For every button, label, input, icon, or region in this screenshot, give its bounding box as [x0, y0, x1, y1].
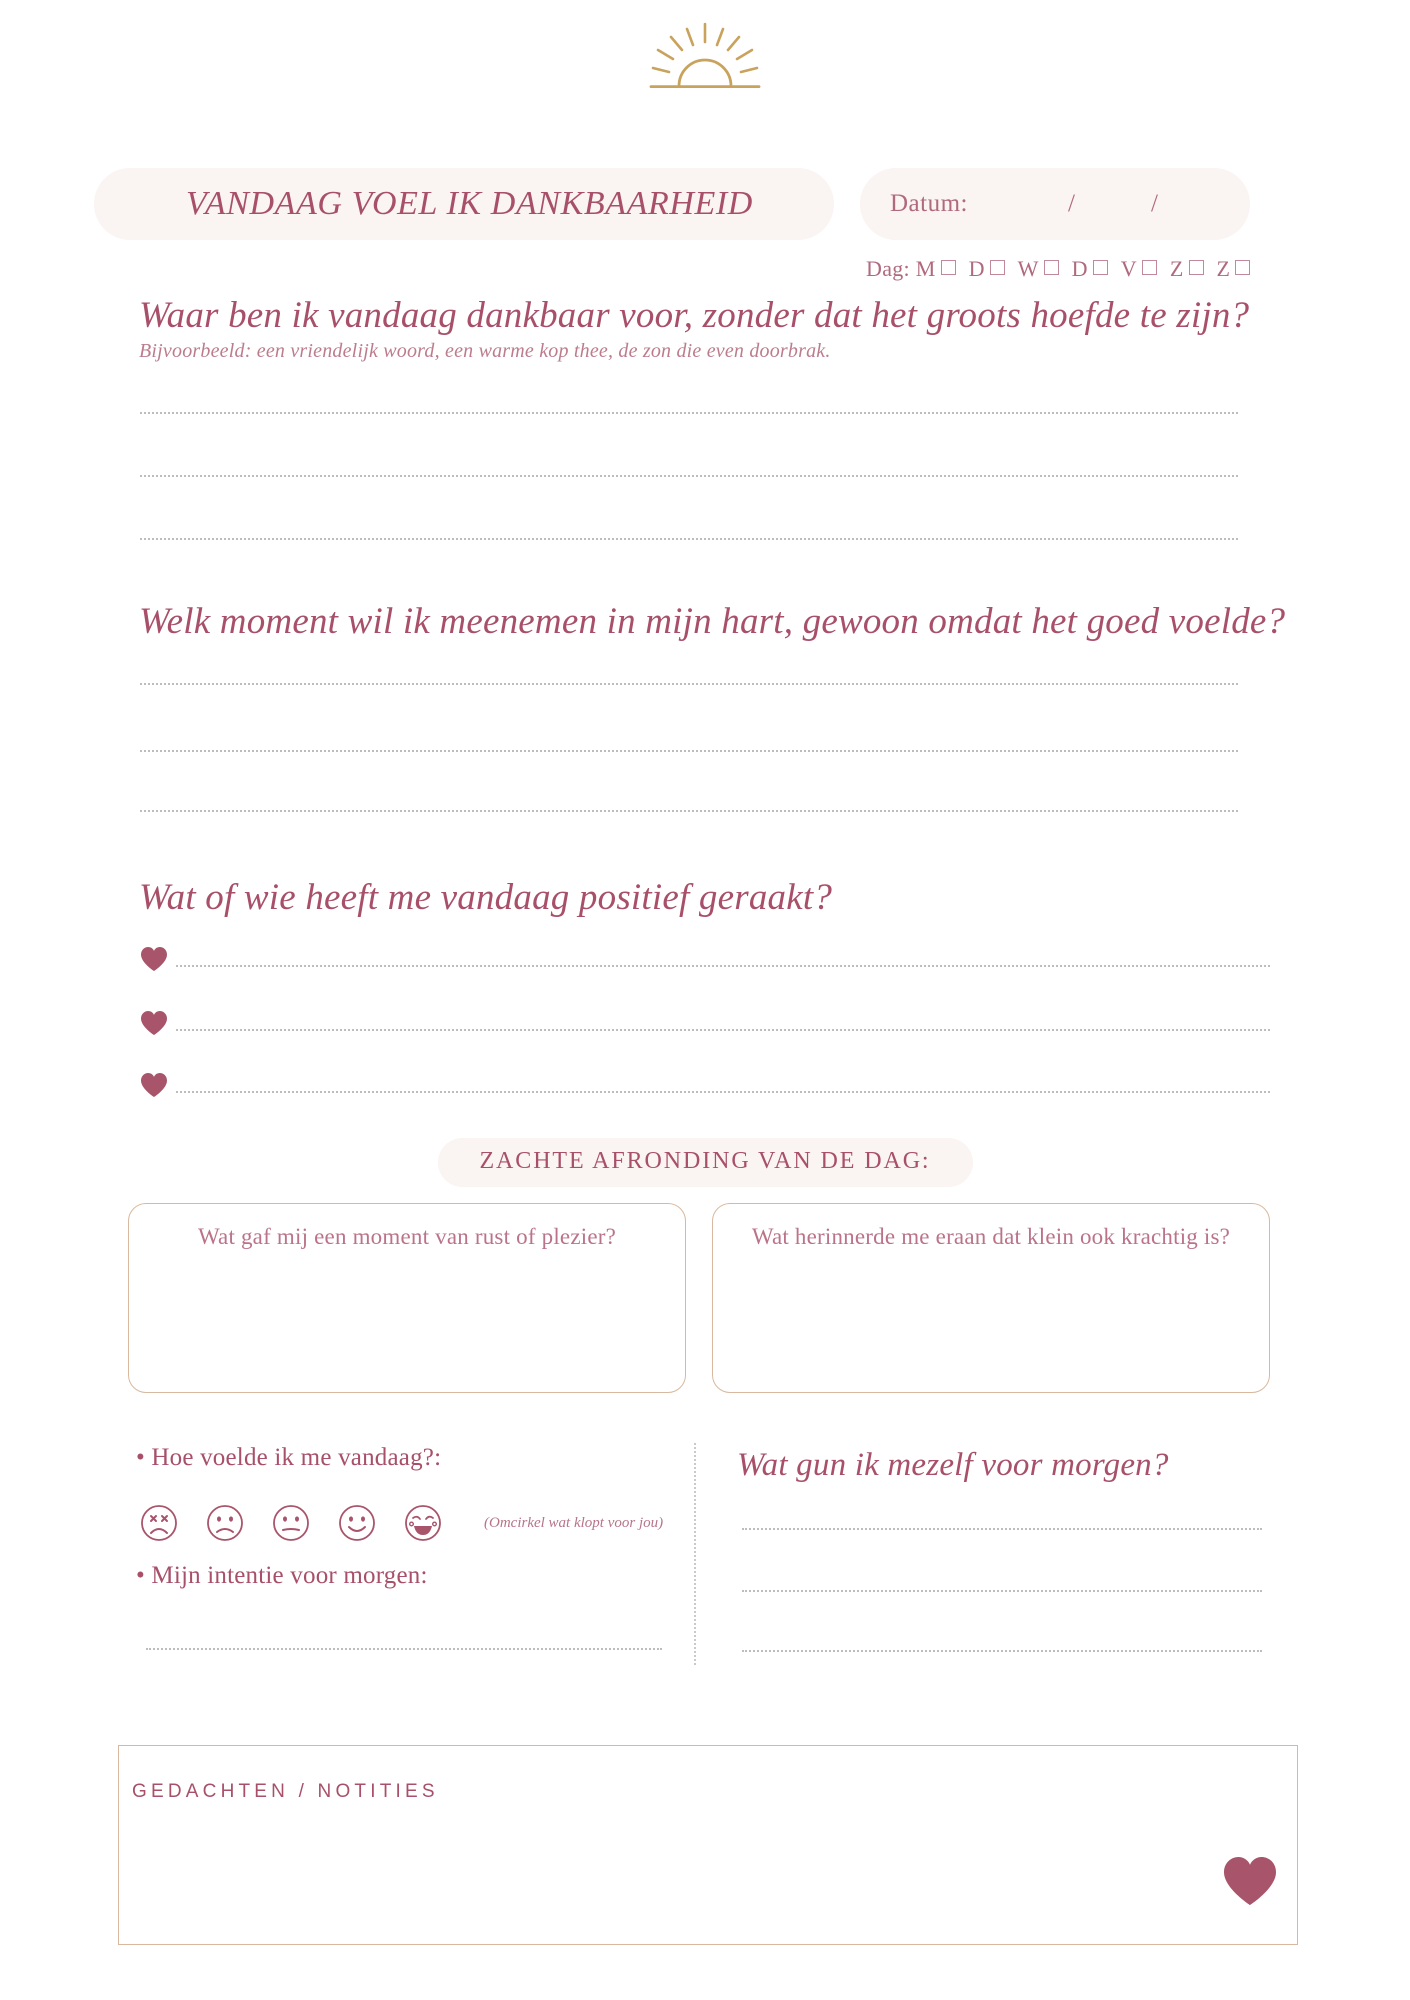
tomorrow-line-3[interactable] [742, 1650, 1262, 1652]
closing-box-right-label: Wat herinnerde me eraan dat klein ook krachtig is? [751, 1224, 1231, 1249]
touched-bullet-3[interactable] [140, 1072, 1270, 1098]
question-1-subtitle: Bijvoorbeeld: een vriendelijk woord, een warme kop thee, de zon die even doorbrak. [139, 340, 831, 362]
date-label: Datum: [890, 190, 968, 217]
day-option-wo: W [1017, 256, 1039, 281]
closing-banner-text: ZACHTE AFRONDING VAN DE DAG: [479, 1148, 931, 1174]
day-checkbox-di[interactable] [990, 260, 1005, 275]
laughing-face-icon[interactable] [404, 1504, 442, 1542]
day-checkbox-vr[interactable] [1142, 260, 1157, 275]
touched-line-2 [176, 1029, 1270, 1031]
tomorrow-heading: Wat gun ik mezelf voor morgen? [737, 1447, 1169, 1483]
date-separator-1: / [1068, 190, 1075, 217]
sunrise-icon [643, 18, 767, 94]
mood-hint: (Omcirkel wat klopt voor jou) [484, 1514, 664, 1531]
closing-banner-pill [438, 1138, 973, 1187]
heart-icon [140, 1010, 168, 1036]
very-sad-face-icon[interactable] [140, 1504, 178, 1542]
tomorrow-line-2[interactable] [742, 1590, 1262, 1592]
tomorrow-line-1[interactable] [742, 1528, 1262, 1530]
closing-banner-container [0, 1138, 1410, 1187]
heart-icon [140, 1072, 168, 1098]
heart-icon [1222, 1855, 1278, 1907]
closing-box-right[interactable] [712, 1203, 1270, 1393]
sad-face-icon[interactable] [206, 1504, 244, 1542]
closing-box-left-label: Wat gaf mij een moment van rust of plezier? [197, 1224, 617, 1249]
day-option-vr: V [1120, 256, 1138, 281]
intention-line[interactable] [146, 1648, 662, 1650]
day-selector[interactable] [866, 256, 1257, 282]
notes-title: GEDACHTEN / NOTITIES [132, 1781, 439, 1802]
closing-box-left[interactable] [128, 1203, 686, 1393]
date-field[interactable] [860, 168, 1250, 240]
mood-face-row[interactable] [140, 1504, 663, 1542]
notes-box[interactable] [118, 1745, 1298, 1945]
question-2-line-3[interactable] [140, 810, 1238, 812]
mood-question-label: • Hoe voelde ik me vandaag?: [136, 1444, 442, 1471]
date-column [860, 168, 1257, 282]
day-checkbox-mo[interactable] [941, 260, 956, 275]
page-title: VANDAAG VOEL IK DANKBAARHEID [186, 185, 753, 222]
day-label: Dag: [866, 256, 910, 281]
page-title-pill [94, 168, 834, 240]
date-separator-2: / [1150, 190, 1158, 217]
question-1-line-3[interactable] [140, 538, 1238, 540]
question-2-line-1[interactable] [140, 683, 1238, 685]
heart-icon [140, 946, 168, 972]
happy-face-icon[interactable] [338, 1504, 376, 1542]
day-checkbox-do[interactable] [1093, 260, 1108, 275]
header-row [94, 168, 1316, 282]
touched-bullet-1[interactable] [140, 946, 1270, 972]
column-divider [694, 1443, 696, 1665]
day-checkbox-za[interactable] [1189, 260, 1204, 275]
question-3-heading: Wat of wie heeft me vandaag positief geraakt? [139, 877, 833, 918]
question-2-heading: Welk moment wil ik meenemen in mijn hart, gewoon omdat het goed voelde? [139, 601, 1286, 642]
notes-heart-container [1222, 1855, 1278, 1912]
question-2-line-2[interactable] [140, 750, 1238, 752]
touched-line-1 [176, 965, 1270, 967]
day-option-mo: M [915, 256, 936, 281]
intention-label: • Mijn intentie voor morgen: [136, 1562, 428, 1589]
question-1-line-1[interactable] [140, 412, 1238, 414]
touched-line-3 [176, 1091, 1270, 1093]
day-checkbox-wo[interactable] [1044, 260, 1059, 275]
day-checkbox-zo[interactable] [1235, 260, 1250, 275]
day-option-za: Z [1169, 256, 1184, 281]
question-1-line-2[interactable] [140, 475, 1238, 477]
day-option-di: D [968, 256, 985, 281]
neutral-face-icon[interactable] [272, 1504, 310, 1542]
day-option-zo: Z [1216, 256, 1231, 281]
question-1-heading: Waar ben ik vandaag dankbaar voor, zonder dat het groots hoefde te zijn? [139, 295, 1250, 336]
logo-container [0, 18, 1410, 94]
day-option-do: D [1071, 256, 1088, 281]
touched-bullet-2[interactable] [140, 1010, 1270, 1036]
